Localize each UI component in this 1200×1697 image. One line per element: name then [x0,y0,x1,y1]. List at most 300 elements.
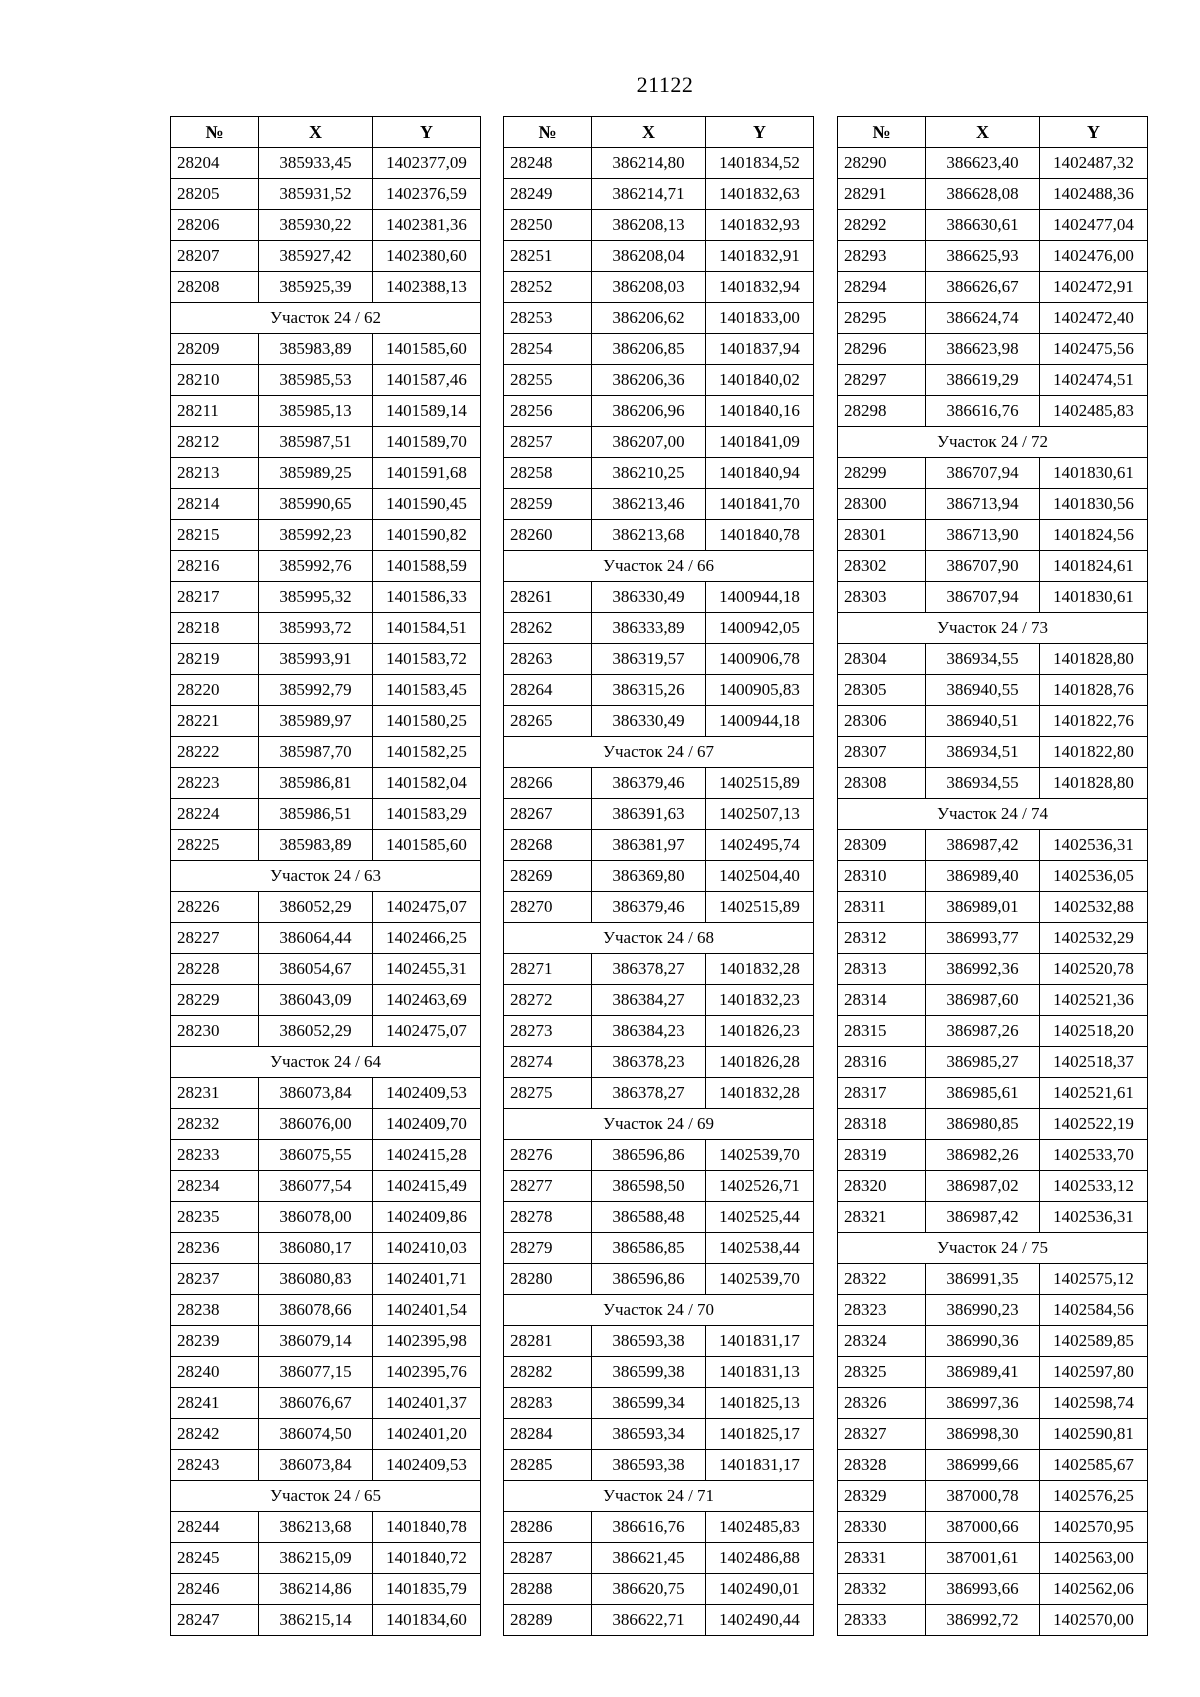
table-row [504,1016,814,1047]
point-number: 28217 [171,582,259,613]
section-title: Участок 24 / 73 [838,613,1148,644]
table-row [171,737,481,768]
x-value: 386052,29 [259,1016,373,1047]
y-value: 1402515,89 [706,768,814,799]
x-value: 386940,51 [926,706,1040,737]
point-number: 28210 [171,365,259,396]
x-value: 385992,23 [259,520,373,551]
table-row [838,954,1148,985]
y-value: 1402463,69 [373,985,481,1016]
y-value: 1402377,09 [373,148,481,179]
y-value: 1402495,74 [706,830,814,861]
table-row [171,582,481,613]
point-number: 28232 [171,1109,259,1140]
header-num: № [504,117,592,148]
table-row [838,1295,1148,1326]
table-row [504,210,814,241]
point-number: 28312 [838,923,926,954]
point-number: 28251 [504,241,592,272]
table-row [504,148,814,179]
table-row [171,1605,481,1636]
point-number: 28235 [171,1202,259,1233]
x-value: 386319,57 [592,644,706,675]
y-value: 1401830,61 [1040,458,1148,489]
table-row [171,396,481,427]
table-row [504,830,814,861]
point-number: 28245 [171,1543,259,1574]
table-row [504,1140,814,1171]
table-row [504,427,814,458]
y-value: 1401583,29 [373,799,481,830]
x-value: 386052,29 [259,892,373,923]
section-title: Участок 24 / 68 [504,923,814,954]
table-row [838,1481,1148,1512]
table-row [504,954,814,985]
x-value: 385989,25 [259,458,373,489]
point-number: 28327 [838,1419,926,1450]
point-number: 28269 [504,861,592,892]
y-value: 1402520,78 [1040,954,1148,985]
table-row [171,489,481,520]
x-value: 386213,46 [592,489,706,520]
y-value: 1402477,04 [1040,210,1148,241]
y-value: 1402490,01 [706,1574,814,1605]
table-row [171,1574,481,1605]
point-number: 28241 [171,1388,259,1419]
section-title: Участок 24 / 71 [504,1481,814,1512]
point-number: 28230 [171,1016,259,1047]
section-row [504,1295,814,1326]
point-number: 28252 [504,272,592,303]
y-value: 1401831,17 [706,1326,814,1357]
x-value: 386620,75 [592,1574,706,1605]
y-value: 1402475,56 [1040,334,1148,365]
y-value: 1402575,12 [1040,1264,1148,1295]
table-row [171,272,481,303]
y-value: 1402598,74 [1040,1388,1148,1419]
x-value: 386043,09 [259,985,373,1016]
section-row [504,1109,814,1140]
x-value: 386078,66 [259,1295,373,1326]
point-number: 28209 [171,334,259,365]
y-value: 1402536,31 [1040,1202,1148,1233]
table-row [171,1202,481,1233]
y-value: 1402475,07 [373,1016,481,1047]
point-number: 28287 [504,1543,592,1574]
table-row [171,551,481,582]
x-value: 386080,83 [259,1264,373,1295]
table-row [171,148,481,179]
point-number: 28277 [504,1171,592,1202]
table-row [504,272,814,303]
table-row [838,675,1148,706]
x-value: 386999,66 [926,1450,1040,1481]
x-value: 386596,86 [592,1264,706,1295]
table-row [171,1109,481,1140]
point-number: 28227 [171,923,259,954]
y-value: 1400944,18 [706,582,814,613]
y-value: 1401587,46 [373,365,481,396]
y-value: 1401825,17 [706,1419,814,1450]
point-number: 28253 [504,303,592,334]
table-row [171,241,481,272]
point-number: 28321 [838,1202,926,1233]
x-value: 386080,17 [259,1233,373,1264]
y-value: 1401585,60 [373,334,481,365]
y-value: 1402485,83 [706,1512,814,1543]
point-number: 28325 [838,1357,926,1388]
x-value: 386707,94 [926,582,1040,613]
table-row [838,303,1148,334]
y-value: 1402466,25 [373,923,481,954]
table-row [171,520,481,551]
y-value: 1402504,40 [706,861,814,892]
point-number: 28318 [838,1109,926,1140]
y-value: 1402395,76 [373,1357,481,1388]
point-number: 28293 [838,241,926,272]
table-row [838,272,1148,303]
y-value: 1402522,19 [1040,1109,1148,1140]
table-row [171,1295,481,1326]
table-row [838,1357,1148,1388]
section-row [504,737,814,768]
y-value: 1401583,72 [373,644,481,675]
y-value: 1402380,60 [373,241,481,272]
point-number: 28259 [504,489,592,520]
y-value: 1402401,54 [373,1295,481,1326]
table-row [171,179,481,210]
table-row [838,1202,1148,1233]
x-value: 386215,09 [259,1543,373,1574]
y-value: 1402533,12 [1040,1171,1148,1202]
x-value: 386076,67 [259,1388,373,1419]
table-row [838,1574,1148,1605]
point-number: 28212 [171,427,259,458]
x-value: 385983,89 [259,830,373,861]
table-row [171,799,481,830]
point-number: 28263 [504,644,592,675]
x-value: 386707,90 [926,551,1040,582]
table-row [838,1016,1148,1047]
point-number: 28234 [171,1171,259,1202]
x-value: 386992,36 [926,954,1040,985]
y-value: 1400905,83 [706,675,814,706]
y-value: 1401828,76 [1040,675,1148,706]
x-value: 385995,32 [259,582,373,613]
point-number: 28303 [838,582,926,613]
x-value: 386628,08 [926,179,1040,210]
point-number: 28213 [171,458,259,489]
y-value: 1402570,00 [1040,1605,1148,1636]
point-number: 28244 [171,1512,259,1543]
point-number: 28284 [504,1419,592,1450]
x-value: 386208,04 [592,241,706,272]
table-row [838,1326,1148,1357]
point-number: 28322 [838,1264,926,1295]
y-value: 1402521,61 [1040,1078,1148,1109]
x-value: 386214,71 [592,179,706,210]
y-value: 1401580,25 [373,706,481,737]
table-row [838,923,1148,954]
point-number: 28299 [838,458,926,489]
y-value: 1401825,13 [706,1388,814,1419]
x-value: 386077,15 [259,1357,373,1388]
table-row [838,1109,1148,1140]
y-value: 1401834,52 [706,148,814,179]
point-number: 28319 [838,1140,926,1171]
y-value: 1402475,07 [373,892,481,923]
table-row [838,830,1148,861]
y-value: 1401582,25 [373,737,481,768]
y-value: 1401828,80 [1040,644,1148,675]
point-number: 28300 [838,489,926,520]
point-number: 28313 [838,954,926,985]
y-value: 1401833,00 [706,303,814,334]
x-value: 386987,42 [926,830,1040,861]
y-value: 1402395,98 [373,1326,481,1357]
y-value: 1401588,59 [373,551,481,582]
x-value: 386982,26 [926,1140,1040,1171]
y-value: 1401832,91 [706,241,814,272]
section-title: Участок 24 / 67 [504,737,814,768]
point-number: 28307 [838,737,926,768]
table-row [838,582,1148,613]
x-value: 386989,40 [926,861,1040,892]
point-number: 28326 [838,1388,926,1419]
x-value: 386987,42 [926,1202,1040,1233]
point-number: 28220 [171,675,259,706]
table-row [504,1264,814,1295]
x-value: 386378,23 [592,1047,706,1078]
x-value: 386206,96 [592,396,706,427]
table-row [171,1326,481,1357]
x-value: 386940,55 [926,675,1040,706]
x-value: 386598,50 [592,1171,706,1202]
point-number: 28247 [171,1605,259,1636]
table-row [838,241,1148,272]
y-value: 1401831,17 [706,1450,814,1481]
x-value: 385925,39 [259,272,373,303]
y-value: 1402401,71 [373,1264,481,1295]
table-row [171,1543,481,1574]
table-row [171,1264,481,1295]
header-x: X [592,117,706,148]
table-row [504,489,814,520]
y-value: 1402539,70 [706,1264,814,1295]
x-value: 385985,53 [259,365,373,396]
y-value: 1401590,45 [373,489,481,520]
x-value: 386619,29 [926,365,1040,396]
x-value: 386997,36 [926,1388,1040,1419]
y-value: 1401832,63 [706,179,814,210]
point-number: 28266 [504,768,592,799]
table-row [838,334,1148,365]
x-value: 386208,03 [592,272,706,303]
y-value: 1401840,78 [373,1512,481,1543]
x-value: 386054,67 [259,954,373,985]
x-value: 386207,00 [592,427,706,458]
y-value: 1401589,14 [373,396,481,427]
header-x: X [259,117,373,148]
y-value: 1401586,33 [373,582,481,613]
table-row [838,1264,1148,1295]
point-number: 28332 [838,1574,926,1605]
x-value: 385987,70 [259,737,373,768]
x-value: 386992,72 [926,1605,1040,1636]
x-value: 386934,55 [926,644,1040,675]
y-value: 1401841,09 [706,427,814,458]
table-row [171,210,481,241]
point-number: 28267 [504,799,592,830]
point-number: 28224 [171,799,259,830]
y-value: 1402409,86 [373,1202,481,1233]
header-x: X [926,117,1040,148]
y-value: 1401584,51 [373,613,481,644]
page-number: 21122 [636,72,694,97]
point-number: 28205 [171,179,259,210]
x-value: 386985,27 [926,1047,1040,1078]
point-number: 28250 [504,210,592,241]
y-value: 1402415,28 [373,1140,481,1171]
y-value: 1401828,80 [1040,768,1148,799]
table-row [838,985,1148,1016]
point-number: 28268 [504,830,592,861]
y-value: 1401589,70 [373,427,481,458]
point-number: 28219 [171,644,259,675]
table-row [171,1388,481,1419]
section-row [838,1233,1148,1264]
point-number: 28215 [171,520,259,551]
table-row [504,1574,814,1605]
table-row [838,1388,1148,1419]
point-number: 28254 [504,334,592,365]
point-number: 28262 [504,613,592,644]
y-value: 1401583,45 [373,675,481,706]
table-row [171,1171,481,1202]
point-number: 28260 [504,520,592,551]
y-value: 1401840,02 [706,365,814,396]
x-value: 386215,14 [259,1605,373,1636]
x-value: 386623,40 [926,148,1040,179]
point-number: 28206 [171,210,259,241]
point-number: 28265 [504,706,592,737]
section-title: Участок 24 / 63 [171,861,481,892]
x-value: 385990,65 [259,489,373,520]
table-row [171,706,481,737]
x-value: 385931,52 [259,179,373,210]
point-number: 28281 [504,1326,592,1357]
x-value: 385933,45 [259,148,373,179]
y-value: 1402476,00 [1040,241,1148,272]
point-number: 28276 [504,1140,592,1171]
table-row [504,1326,814,1357]
x-value: 386330,49 [592,582,706,613]
table-row [504,1543,814,1574]
point-number: 28226 [171,892,259,923]
x-value: 386075,55 [259,1140,373,1171]
x-value: 386369,80 [592,861,706,892]
point-number: 28315 [838,1016,926,1047]
point-number: 28305 [838,675,926,706]
point-number: 28229 [171,985,259,1016]
section-row [504,551,814,582]
y-value: 1401590,82 [373,520,481,551]
point-number: 28236 [171,1233,259,1264]
section-row [838,799,1148,830]
point-number: 28273 [504,1016,592,1047]
point-number: 28324 [838,1326,926,1357]
y-value: 1401822,76 [1040,706,1148,737]
point-number: 28279 [504,1233,592,1264]
table-row [504,365,814,396]
point-number: 28292 [838,210,926,241]
point-number: 28306 [838,706,926,737]
y-value: 1402526,71 [706,1171,814,1202]
coordinates-table-1 [170,116,481,1636]
table-row [171,613,481,644]
table-row [504,892,814,923]
y-value: 1402533,70 [1040,1140,1148,1171]
x-value: 385989,97 [259,706,373,737]
y-value: 1402487,32 [1040,148,1148,179]
x-value: 386989,01 [926,892,1040,923]
y-value: 1402536,05 [1040,861,1148,892]
x-value: 386596,86 [592,1140,706,1171]
table-row [504,1202,814,1233]
point-number: 28243 [171,1450,259,1481]
point-number: 28228 [171,954,259,985]
point-number: 28311 [838,892,926,923]
table-row [504,675,814,706]
table-row [504,458,814,489]
y-value: 1402507,13 [706,799,814,830]
table-row [838,551,1148,582]
table-row [171,458,481,489]
point-number: 28257 [504,427,592,458]
point-number: 28249 [504,179,592,210]
y-value: 1400942,05 [706,613,814,644]
section-row [171,1047,481,1078]
table-row [171,1078,481,1109]
point-number: 28290 [838,148,926,179]
table-row [838,1140,1148,1171]
y-value: 1401832,23 [706,985,814,1016]
table-row [838,489,1148,520]
y-value: 1402488,36 [1040,179,1148,210]
table-row [504,1078,814,1109]
table-row [504,644,814,675]
y-value: 1402409,53 [373,1078,481,1109]
y-value: 1401837,94 [706,334,814,365]
y-value: 1402486,88 [706,1543,814,1574]
x-value: 386381,97 [592,830,706,861]
point-number: 28222 [171,737,259,768]
section-row [504,1481,814,1512]
x-value: 386616,76 [592,1512,706,1543]
point-number: 28238 [171,1295,259,1326]
table-row [504,1047,814,1078]
x-value: 385986,51 [259,799,373,830]
x-value: 386593,38 [592,1450,706,1481]
y-value: 1401840,94 [706,458,814,489]
table-row [838,458,1148,489]
point-number: 28274 [504,1047,592,1078]
y-value: 1402563,00 [1040,1543,1148,1574]
y-value: 1402518,20 [1040,1016,1148,1047]
table-row [504,1512,814,1543]
y-value: 1402409,53 [373,1450,481,1481]
table-row [838,210,1148,241]
